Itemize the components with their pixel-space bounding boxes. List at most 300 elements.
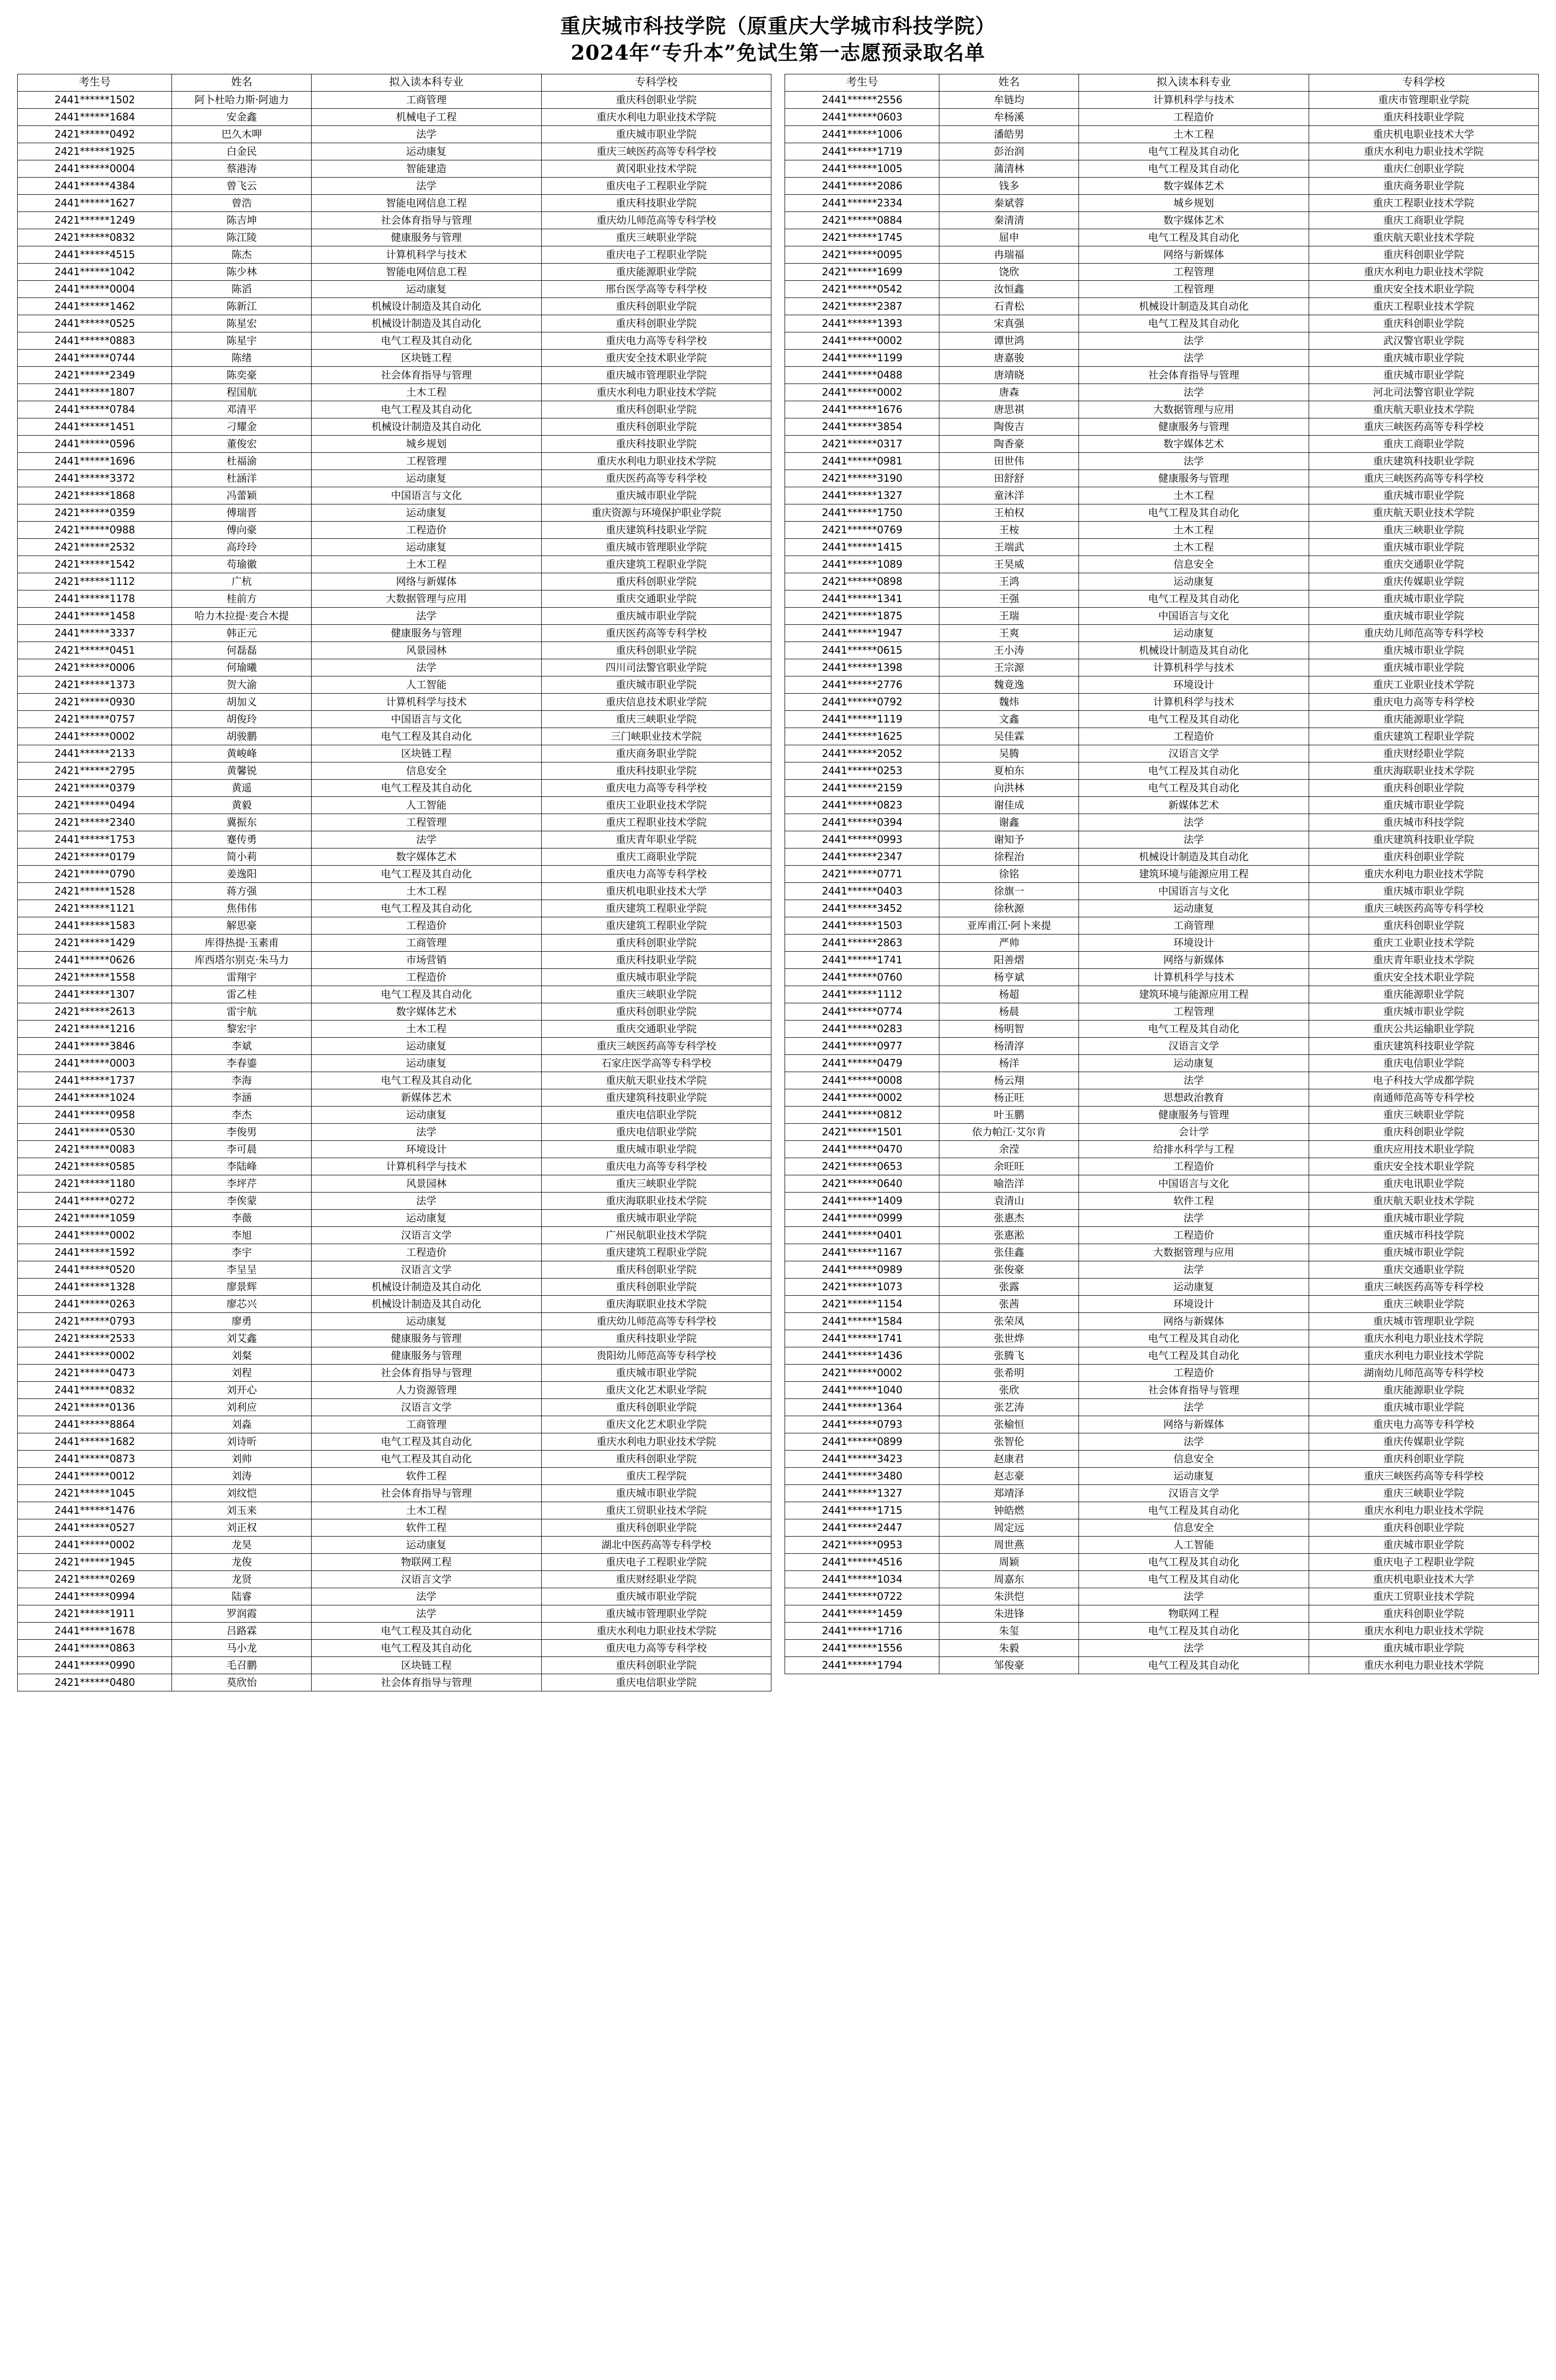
cell-name: 库西塔尔别克·朱马力 (172, 951, 312, 968)
table-row (18, 1123, 771, 1140)
cell-name: 李可晨 (172, 1140, 312, 1158)
cell-major: 计算机科学与技术 (1079, 659, 1309, 676)
cell-school: 重庆安全技术职业学院 (1309, 968, 1538, 986)
cell-name: 魏竟逸 (939, 676, 1079, 693)
cell-name: 马小龙 (172, 1639, 312, 1656)
cell-name: 唐思祺 (939, 401, 1079, 418)
cell-exam-id: 2421******1542 (18, 556, 172, 573)
cell-exam-id: 2421******0269 (18, 1570, 172, 1588)
cell-exam-id: 2441******4515 (18, 246, 172, 263)
table-row (785, 143, 1539, 160)
table-row (18, 900, 771, 917)
table-row (785, 951, 1539, 968)
cell-major: 人工智能 (312, 796, 541, 814)
cell-major: 土木工程 (312, 1020, 541, 1037)
table-row (18, 418, 771, 435)
table-row (785, 1519, 1539, 1536)
cell-exam-id: 2441******0002 (785, 332, 939, 349)
table-row (785, 1278, 1539, 1295)
cell-name: 余旺旺 (939, 1158, 1079, 1175)
cell-major: 健康服务与管理 (312, 229, 541, 246)
cell-name: 广杭 (172, 573, 312, 590)
cell-exam-id: 2441******1476 (18, 1502, 172, 1519)
table-row (18, 332, 771, 349)
cell-major: 工程造价 (1079, 1364, 1309, 1381)
table-row (785, 1570, 1539, 1588)
table-row (785, 1450, 1539, 1467)
cell-name: 吕路霖 (172, 1622, 312, 1639)
table-row (18, 796, 771, 814)
cell-exam-id: 2441******0012 (18, 1467, 172, 1484)
cell-school: 重庆科创职业学院 (1309, 779, 1538, 796)
table-row (785, 194, 1539, 211)
table-row (785, 917, 1539, 934)
cell-major: 社会体育指导与管理 (1079, 1381, 1309, 1398)
cell-school: 重庆三峡医药高等专科学校 (1309, 900, 1538, 917)
table-row (785, 934, 1539, 951)
cell-school: 重庆城市职业学院 (541, 1364, 771, 1381)
cell-name: 陆睿 (172, 1588, 312, 1605)
cell-exam-id: 2441******1592 (18, 1244, 172, 1261)
cell-exam-id: 2441******1341 (785, 590, 939, 607)
table-row (18, 1484, 771, 1502)
cell-exam-id: 2441******0253 (785, 762, 939, 779)
table-row (18, 1674, 771, 1691)
cell-name: 库得热提·玉素甫 (172, 934, 312, 951)
table-row (18, 1639, 771, 1656)
cell-major: 区块链工程 (312, 1656, 541, 1674)
table-row (785, 607, 1539, 624)
cell-major: 法学 (312, 1123, 541, 1140)
cell-school: 重庆电力高等专科学校 (541, 1158, 771, 1175)
cell-name: 赵志豪 (939, 1467, 1079, 1484)
cell-major: 中国语言与文化 (1079, 607, 1309, 624)
cell-exam-id: 2421******1528 (18, 882, 172, 900)
table-row (785, 384, 1539, 401)
table-row (785, 1502, 1539, 1519)
cell-name: 刘正权 (172, 1519, 312, 1536)
table-row (785, 1003, 1539, 1020)
cell-name: 刘纹恺 (172, 1484, 312, 1502)
cell-major: 区块链工程 (312, 349, 541, 366)
cell-name: 周嘉东 (939, 1570, 1079, 1588)
cell-school: 重庆科技职业学院 (541, 194, 771, 211)
cell-major: 数字媒体艺术 (312, 848, 541, 865)
cell-school: 重庆水利电力职业技术学院 (1309, 143, 1538, 160)
cell-major: 社会体育指导与管理 (312, 211, 541, 229)
table-row (18, 1106, 771, 1123)
cell-name: 刘开心 (172, 1381, 312, 1398)
cell-school: 重庆三峡医药高等专科学校 (1309, 1278, 1538, 1295)
cell-name: 徐铭 (939, 865, 1079, 882)
cell-exam-id: 2441******0401 (785, 1226, 939, 1244)
cell-exam-id: 2441******0004 (18, 280, 172, 298)
cell-school: 重庆能源职业学院 (541, 263, 771, 280)
table-row (785, 401, 1539, 418)
cell-major: 法学 (1079, 452, 1309, 470)
cell-exam-id: 2441******0774 (785, 1003, 939, 1020)
cell-name: 安金鑫 (172, 108, 312, 125)
table-row (18, 1656, 771, 1674)
cell-school: 重庆城市职业学院 (1309, 659, 1538, 676)
column-header-name: 姓名 (939, 74, 1079, 91)
cell-name: 简小莉 (172, 848, 312, 865)
table-row (18, 1140, 771, 1158)
cell-exam-id: 2441******1750 (785, 504, 939, 521)
cell-name: 陈滔 (172, 280, 312, 298)
table-row (18, 1089, 771, 1106)
cell-exam-id: 2441******1462 (18, 298, 172, 315)
cell-school: 重庆水利电力职业技术学院 (1309, 1347, 1538, 1364)
table-row (785, 1158, 1539, 1175)
cell-exam-id: 2441******3372 (18, 470, 172, 487)
cell-school: 重庆三峡职业学院 (1309, 1106, 1538, 1123)
cell-exam-id: 2441******1676 (785, 401, 939, 418)
cell-name: 莫欣怡 (172, 1674, 312, 1691)
column-header-exam-id: 考生号 (18, 74, 172, 91)
cell-exam-id: 2441******0812 (785, 1106, 939, 1123)
cell-major: 汉语言文学 (312, 1398, 541, 1416)
cell-school: 重庆科创职业学院 (1309, 917, 1538, 934)
cell-name: 叶玉鹏 (939, 1106, 1079, 1123)
cell-school: 重庆水利电力职业技术学院 (541, 452, 771, 470)
cell-exam-id: 2421******1059 (18, 1209, 172, 1226)
cell-name: 李坪芹 (172, 1175, 312, 1192)
cell-major: 工程造价 (1079, 1226, 1309, 1244)
cell-major: 数字媒体艺术 (1079, 177, 1309, 194)
cell-school: 重庆海联职业技术学院 (541, 1192, 771, 1209)
table-row (18, 917, 771, 934)
cell-name: 何磊磊 (172, 642, 312, 659)
cell-school: 重庆商务职业学院 (1309, 177, 1538, 194)
cell-exam-id: 2441******1503 (785, 917, 939, 934)
cell-exam-id: 2441******2133 (18, 745, 172, 762)
cell-school: 重庆城市职业学院 (1309, 349, 1538, 366)
cell-school: 重庆科创职业学院 (541, 1519, 771, 1536)
table-row (785, 900, 1539, 917)
table-row (785, 1054, 1539, 1072)
cell-major: 运动康复 (312, 1037, 541, 1054)
cell-name: 谭世鸿 (939, 332, 1079, 349)
table-row (785, 1261, 1539, 1278)
table-row (18, 366, 771, 384)
cell-exam-id: 2421******0771 (785, 865, 939, 882)
table-row (785, 452, 1539, 470)
cell-major: 电气工程及其自动化 (1079, 315, 1309, 332)
cell-name: 龙昊 (172, 1536, 312, 1553)
cell-exam-id: 2441******1741 (785, 1330, 939, 1347)
cell-exam-id: 2421******2387 (785, 298, 939, 315)
table-row (785, 1244, 1539, 1261)
cell-major: 人工智能 (1079, 1536, 1309, 1553)
cell-school: 重庆信息技术职业学院 (541, 693, 771, 710)
cell-name: 冯蕾颖 (172, 487, 312, 504)
cell-name: 李宇 (172, 1244, 312, 1261)
cell-name: 李呈呈 (172, 1261, 312, 1278)
cell-exam-id: 2441******2334 (785, 194, 939, 211)
table-row (18, 556, 771, 573)
cell-school: 重庆城市职业学院 (1309, 366, 1538, 384)
cell-name: 刘粲 (172, 1347, 312, 1364)
cell-major: 机械设计制造及其自动化 (312, 418, 541, 435)
cell-exam-id: 2441******3846 (18, 1037, 172, 1054)
cell-name: 石青松 (939, 298, 1079, 315)
cell-school: 重庆城市职业学院 (541, 1588, 771, 1605)
table-row (785, 745, 1539, 762)
table-row (785, 263, 1539, 280)
cell-name: 陈星宇 (172, 332, 312, 349)
cell-major: 法学 (1079, 1261, 1309, 1278)
table-header-row (18, 74, 771, 91)
cell-major: 机械电子工程 (312, 108, 541, 125)
cell-school: 重庆城市职业学院 (541, 1484, 771, 1502)
cell-school: 重庆工业职业技术学院 (541, 796, 771, 814)
cell-exam-id: 2421******1180 (18, 1175, 172, 1192)
cell-name: 邓清平 (172, 401, 312, 418)
table-row (18, 779, 771, 796)
cell-exam-id: 2441******0999 (785, 1209, 939, 1226)
cell-name: 依力帕江·艾尔肯 (939, 1123, 1079, 1140)
cell-exam-id: 2441******1753 (18, 831, 172, 848)
cell-exam-id: 2441******1807 (18, 384, 172, 401)
cell-exam-id: 2421******1112 (18, 573, 172, 590)
cell-name: 刘淼 (172, 1416, 312, 1433)
cell-name: 桂前方 (172, 590, 312, 607)
table-row (18, 1347, 771, 1364)
cell-school: 重庆电信职业学院 (1309, 1054, 1538, 1072)
cell-exam-id: 2441******1040 (785, 1381, 939, 1398)
cell-school: 重庆建筑工程职业学院 (541, 1244, 771, 1261)
cell-name: 杜福渝 (172, 452, 312, 470)
cell-exam-id: 2441******0596 (18, 435, 172, 452)
cell-name: 袁清山 (939, 1192, 1079, 1209)
cell-school: 重庆电力高等专科学校 (541, 865, 771, 882)
cell-name: 吴腾 (939, 745, 1079, 762)
cell-exam-id: 2421******2795 (18, 762, 172, 779)
table-row (18, 624, 771, 642)
table-row (785, 728, 1539, 745)
cell-school: 重庆科创职业学院 (541, 934, 771, 951)
cell-name: 李春鎏 (172, 1054, 312, 1072)
table-row (785, 470, 1539, 487)
cell-name: 蒲清林 (939, 160, 1079, 177)
cell-name: 魏炜 (939, 693, 1079, 710)
cell-school: 重庆水利电力职业技术学院 (541, 1433, 771, 1450)
cell-school: 重庆医药高等专科学校 (541, 470, 771, 487)
cell-name: 杨超 (939, 986, 1079, 1003)
table-row (785, 504, 1539, 521)
table-row (18, 659, 771, 676)
table-row (18, 246, 771, 263)
cell-exam-id: 2441******0004 (18, 160, 172, 177)
cell-major: 电气工程及其自动化 (312, 900, 541, 917)
table-row (785, 160, 1539, 177)
cell-exam-id: 2421******1875 (785, 607, 939, 624)
cell-school: 重庆医药高等专科学校 (541, 624, 771, 642)
page-title (17, 13, 1539, 67)
table-row (18, 452, 771, 470)
cell-school: 重庆工贸职业技术学院 (541, 1502, 771, 1519)
cell-school: 重庆科创职业学院 (541, 401, 771, 418)
cell-school: 重庆航天职业技术学院 (1309, 401, 1538, 418)
cell-major: 社会体育指导与管理 (312, 1674, 541, 1691)
cell-name: 牟链均 (939, 91, 1079, 108)
cell-major: 土木工程 (1079, 538, 1309, 556)
cell-name: 张惠淞 (939, 1226, 1079, 1244)
cell-exam-id: 2441******3854 (785, 418, 939, 435)
cell-major: 法学 (1079, 1398, 1309, 1416)
cell-exam-id: 2421******0930 (18, 693, 172, 710)
cell-school: 重庆航天职业技术学院 (1309, 229, 1538, 246)
cell-school: 重庆工商职业学院 (541, 848, 771, 865)
table-row (785, 91, 1539, 108)
cell-school: 湖北中医药高等专科学校 (541, 1536, 771, 1553)
table-row (18, 504, 771, 521)
cell-school: 重庆电信职业学院 (541, 1123, 771, 1140)
table-row (18, 280, 771, 298)
table-row (785, 435, 1539, 452)
cell-name: 高玲玲 (172, 538, 312, 556)
cell-major: 法学 (312, 1605, 541, 1622)
cell-exam-id: 2421******0492 (18, 125, 172, 143)
cell-exam-id: 2441******3423 (785, 1450, 939, 1467)
table-row (785, 229, 1539, 246)
cell-name: 朱玺 (939, 1622, 1079, 1639)
cell-name: 谢知予 (939, 831, 1079, 848)
cell-name: 王爽 (939, 624, 1079, 642)
cell-school: 重庆建筑工程职业学院 (1309, 728, 1538, 745)
cell-major: 电气工程及其自动化 (1079, 229, 1309, 246)
cell-school: 重庆仁创职业学院 (1309, 160, 1538, 177)
cell-name: 徐旗一 (939, 882, 1079, 900)
cell-exam-id: 2441******0403 (785, 882, 939, 900)
table-row (785, 1295, 1539, 1312)
cell-school: 重庆安全技术职业学院 (541, 349, 771, 366)
cell-name: 谢佳成 (939, 796, 1079, 814)
cell-school: 重庆幼儿师范高等专科学校 (1309, 624, 1538, 642)
cell-major: 电气工程及其自动化 (312, 728, 541, 745)
table-row (785, 418, 1539, 435)
cell-major: 信息安全 (1079, 1450, 1309, 1467)
cell-major: 工程造价 (1079, 1158, 1309, 1175)
cell-major: 运动康复 (1079, 1278, 1309, 1295)
cell-major: 社会体育指导与管理 (312, 1364, 541, 1381)
cell-exam-id: 2441******0002 (785, 1089, 939, 1106)
table-row (18, 521, 771, 538)
cell-exam-id: 2441******2776 (785, 676, 939, 693)
column-header-major: 拟入读本科专业 (312, 74, 541, 91)
cell-school: 重庆商务职业学院 (541, 745, 771, 762)
cell-school: 重庆三峡职业学院 (541, 1175, 771, 1192)
cell-name: 冉瑞福 (939, 246, 1079, 263)
table-row (785, 986, 1539, 1003)
cell-exam-id: 2441******4384 (18, 177, 172, 194)
cell-major: 法学 (1079, 814, 1309, 831)
table-row (785, 642, 1539, 659)
cell-major: 中国语言与文化 (1079, 882, 1309, 900)
cell-exam-id: 2441******2556 (785, 91, 939, 108)
cell-school: 重庆工程学院 (541, 1467, 771, 1484)
cell-name: 宋真强 (939, 315, 1079, 332)
cell-major: 运动康复 (312, 538, 541, 556)
table-row (785, 125, 1539, 143)
cell-school: 重庆科创职业学院 (541, 315, 771, 332)
table-row (785, 556, 1539, 573)
cell-major: 工商管理 (312, 934, 541, 951)
cell-exam-id: 2441******1393 (785, 315, 939, 332)
cell-exam-id: 2441******1682 (18, 1433, 172, 1450)
cell-name: 朱洪恺 (939, 1588, 1079, 1605)
cell-name: 刁耀金 (172, 418, 312, 435)
cell-school: 重庆城市职业学院 (1309, 642, 1538, 659)
cell-major: 电气工程及其自动化 (1079, 1502, 1309, 1519)
cell-exam-id: 2421******0473 (18, 1364, 172, 1381)
cell-major: 环境设计 (1079, 1295, 1309, 1312)
cell-exam-id: 2421******1121 (18, 900, 172, 917)
table-row (785, 1312, 1539, 1330)
cell-major: 信息安全 (312, 762, 541, 779)
cell-major: 网络与新媒体 (1079, 1312, 1309, 1330)
table-row (785, 865, 1539, 882)
table-row (18, 229, 771, 246)
cell-school: 重庆城市职业学院 (541, 1140, 771, 1158)
cell-major: 环境设计 (312, 1140, 541, 1158)
cell-exam-id: 2441******1178 (18, 590, 172, 607)
table-header-row (785, 74, 1539, 91)
cell-exam-id: 2441******0615 (785, 642, 939, 659)
cell-major: 社会体育指导与管理 (312, 366, 541, 384)
cell-name: 程国航 (172, 384, 312, 401)
table-row (18, 1416, 771, 1433)
cell-major: 电气工程及其自动化 (1079, 1622, 1309, 1639)
cell-school: 黄冈职业技术学院 (541, 160, 771, 177)
cell-major: 计算机科学与技术 (1079, 91, 1309, 108)
cell-school: 重庆机电职业技术大学 (1309, 1570, 1538, 1588)
cell-school: 重庆三峡医药高等专科学校 (1309, 418, 1538, 435)
cell-name: 陈吉坤 (172, 211, 312, 229)
cell-exam-id: 2441******1005 (785, 160, 939, 177)
cell-name: 王鸿 (939, 573, 1079, 590)
table-row (18, 384, 771, 401)
cell-school: 重庆建筑工程职业学院 (541, 900, 771, 917)
table-row (785, 624, 1539, 642)
cell-school: 重庆科创职业学院 (541, 642, 771, 659)
cell-exam-id: 2441******4516 (785, 1553, 939, 1570)
cell-school: 重庆科创职业学院 (1309, 1519, 1538, 1536)
cell-name: 雷宇航 (172, 1003, 312, 1020)
table-row (18, 1158, 771, 1175)
cell-name: 喻浩洋 (939, 1175, 1079, 1192)
table-row (785, 1588, 1539, 1605)
cell-exam-id: 2441******2447 (785, 1519, 939, 1536)
table-row (785, 1089, 1539, 1106)
table-row (18, 125, 771, 143)
cell-major: 工程造价 (312, 968, 541, 986)
cell-name: 唐森 (939, 384, 1079, 401)
cell-major: 健康服务与管理 (312, 624, 541, 642)
cell-name: 董俊宏 (172, 435, 312, 452)
cell-name: 曾飞云 (172, 177, 312, 194)
cell-major: 软件工程 (312, 1519, 541, 1536)
table-row (18, 1553, 771, 1570)
cell-name: 钟皓燃 (939, 1502, 1079, 1519)
cell-exam-id: 2441******0520 (18, 1261, 172, 1278)
cell-school: 重庆科创职业学院 (541, 573, 771, 590)
cell-exam-id: 2441******0792 (785, 693, 939, 710)
table-row (18, 1312, 771, 1330)
cell-name: 杨亨斌 (939, 968, 1079, 986)
cell-name: 陈江陵 (172, 229, 312, 246)
